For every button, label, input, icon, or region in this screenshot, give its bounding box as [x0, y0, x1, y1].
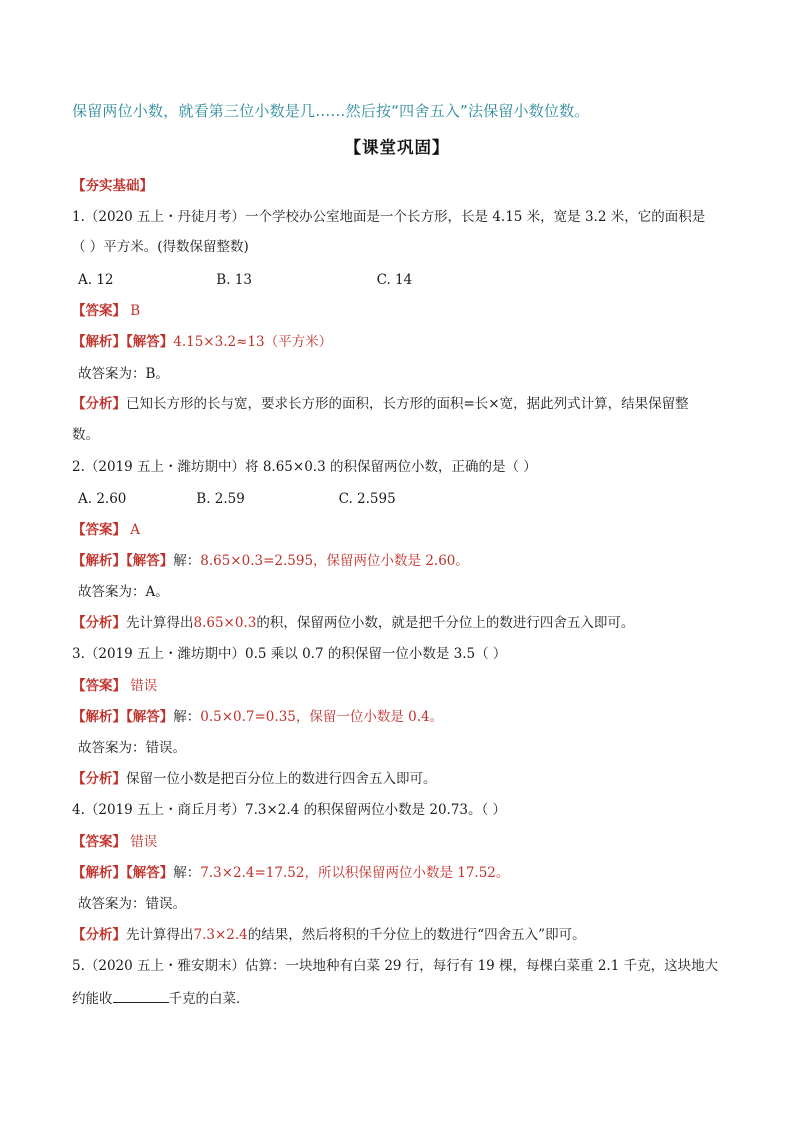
- q5-answer-blank[interactable]: [113, 988, 169, 1003]
- fenxi-tag: 【分析】: [72, 771, 126, 787]
- q5-stem-line1: 5.（2020 五上・雅安期末）估算：一块地种有白菜 29 行，每行有 19 棵，每棵白菜重 2.1 千克，这块地大: [72, 958, 719, 974]
- q2-stem: 2.（2019 五上・潍坊期中）将 8.65×0.3 的积保留两位小数，正确的是（ ）: [72, 459, 537, 475]
- q2-option-a: A. 2.60: [78, 491, 127, 507]
- q2-options: [78, 490, 396, 508]
- q1-analysis-line1: [72, 395, 689, 413]
- q3-analysis: [72, 770, 437, 788]
- q2-option-b: B. 2.59: [196, 491, 245, 507]
- analysis-tag: 【解析】: [72, 553, 126, 569]
- q3-solution-text: 0.5×0.7=0.35，保留一位小数是 0.4。: [200, 709, 444, 725]
- section-title: 【课堂巩固】: [344, 138, 450, 157]
- q2-analysis-b: 8.65×0.3: [193, 615, 257, 631]
- fenxi-tag: 【分析】: [72, 396, 126, 412]
- q1-stem-line1: 1.（2020 五上・丹徒月考）一个学校办公室地面是一个长方形，长是 4.15 米，宽是 3.2 米，它的面积是: [72, 209, 706, 225]
- q4-analysis-b: 7.3×2.4: [193, 927, 248, 943]
- subsection-title: 【夯实基础】: [72, 178, 153, 194]
- q1-option-b: B. 13: [216, 272, 252, 288]
- q2-conclusion: 故答案为：A。: [78, 584, 169, 600]
- q1-answer-value: B: [130, 303, 141, 319]
- q3-solution-prefix: 解：: [173, 709, 201, 725]
- q1-analysis-line2: 数。: [72, 427, 99, 443]
- answer-tag: 【答案】: [72, 834, 126, 850]
- q3-answer-value: 错误: [130, 678, 158, 694]
- q1-conclusion: 故答案为：B。: [78, 366, 169, 382]
- q1-option-c: C. 14: [376, 272, 413, 288]
- q5-stem-b: 千克的白菜．: [168, 991, 250, 1007]
- q4-conclusion: 故答案为：错误。: [78, 896, 186, 912]
- q1-solution-text: 4.15×3.2≈13（平方米）: [173, 334, 333, 350]
- answer-tag: 【答案】: [72, 522, 126, 538]
- q1-solution: [72, 333, 332, 351]
- q1-option-a: A. 12: [78, 272, 114, 288]
- q4-solution: [72, 864, 509, 882]
- solution-tag: 【解答】: [126, 865, 174, 881]
- q3-analysis-text: 保留一位小数是把百分位上的数进行四舍五入即可。: [126, 771, 437, 787]
- q2-answer: [72, 521, 140, 539]
- q4-analysis-c: 的结果，然后将积的千分位上的数进行“四舍五入”即可。: [247, 927, 586, 943]
- answer-tag: 【答案】: [72, 303, 126, 319]
- q2-solution-prefix: 解：: [173, 553, 201, 569]
- q1-answer: [72, 302, 140, 320]
- analysis-tag: 【解析】: [72, 865, 126, 881]
- q3-answer: [72, 677, 157, 695]
- q2-answer-value: A: [130, 522, 141, 538]
- q4-solution-prefix: 解：: [173, 865, 201, 881]
- analysis-tag: 【解析】: [72, 334, 126, 350]
- q3-solution: [72, 708, 443, 726]
- q2-option-c: C. 2.595: [338, 491, 396, 507]
- q1-options: [78, 271, 412, 289]
- q2-solution-text: 8.65×0.3=2.595，保留两位小数是 2.60。: [200, 553, 469, 569]
- intro-tip: 保留两位小数，就看第三位小数是几……然后按“四舍五入”法保留小数位数。: [72, 102, 590, 120]
- q4-stem: 4.（2019 五上・商丘月考）7.3×2.4 的积保留两位小数是 20.73。（ ）: [72, 802, 507, 818]
- solution-tag: 【解答】: [126, 553, 174, 569]
- fenxi-tag: 【分析】: [72, 615, 126, 631]
- q2-analysis-a: 先计算得出: [126, 615, 194, 631]
- q4-answer: [72, 833, 157, 851]
- solution-tag: 【解答】: [126, 709, 174, 725]
- q4-solution-text: 7.3×2.4=17.52，所以积保留两位小数是 17.52。: [200, 865, 510, 881]
- solution-tag: 【解答】: [126, 334, 174, 350]
- q4-analysis: [72, 926, 586, 944]
- analysis-tag: 【解析】: [72, 709, 126, 725]
- q5-stem-a: 约能收: [72, 991, 113, 1007]
- q4-answer-value: 错误: [130, 834, 158, 850]
- q5-stem-line2: [72, 988, 250, 1008]
- q2-analysis: [72, 614, 634, 632]
- fenxi-tag: 【分析】: [72, 927, 126, 943]
- answer-tag: 【答案】: [72, 678, 126, 694]
- q2-analysis-c: 的积，保留两位小数，就是把千分位上的数进行四舍五入即可。: [256, 615, 635, 631]
- q3-stem: 3.（2019 五上・潍坊期中）0.5 乘以 0.7 的积保留一位小数是 3.5（ ）: [72, 646, 507, 662]
- q2-solution: [72, 552, 469, 570]
- q3-conclusion: 故答案为：错误。: [78, 740, 186, 756]
- q1-analysis-text: 已知长方形的长与宽，要求长方形的面积，长方形的面积=长×宽，据此列式计算，结果保留整: [126, 396, 689, 412]
- q1-stem-line2: （ ）平方米。(得数保留整数): [72, 239, 249, 255]
- q4-analysis-a: 先计算得出: [126, 927, 194, 943]
